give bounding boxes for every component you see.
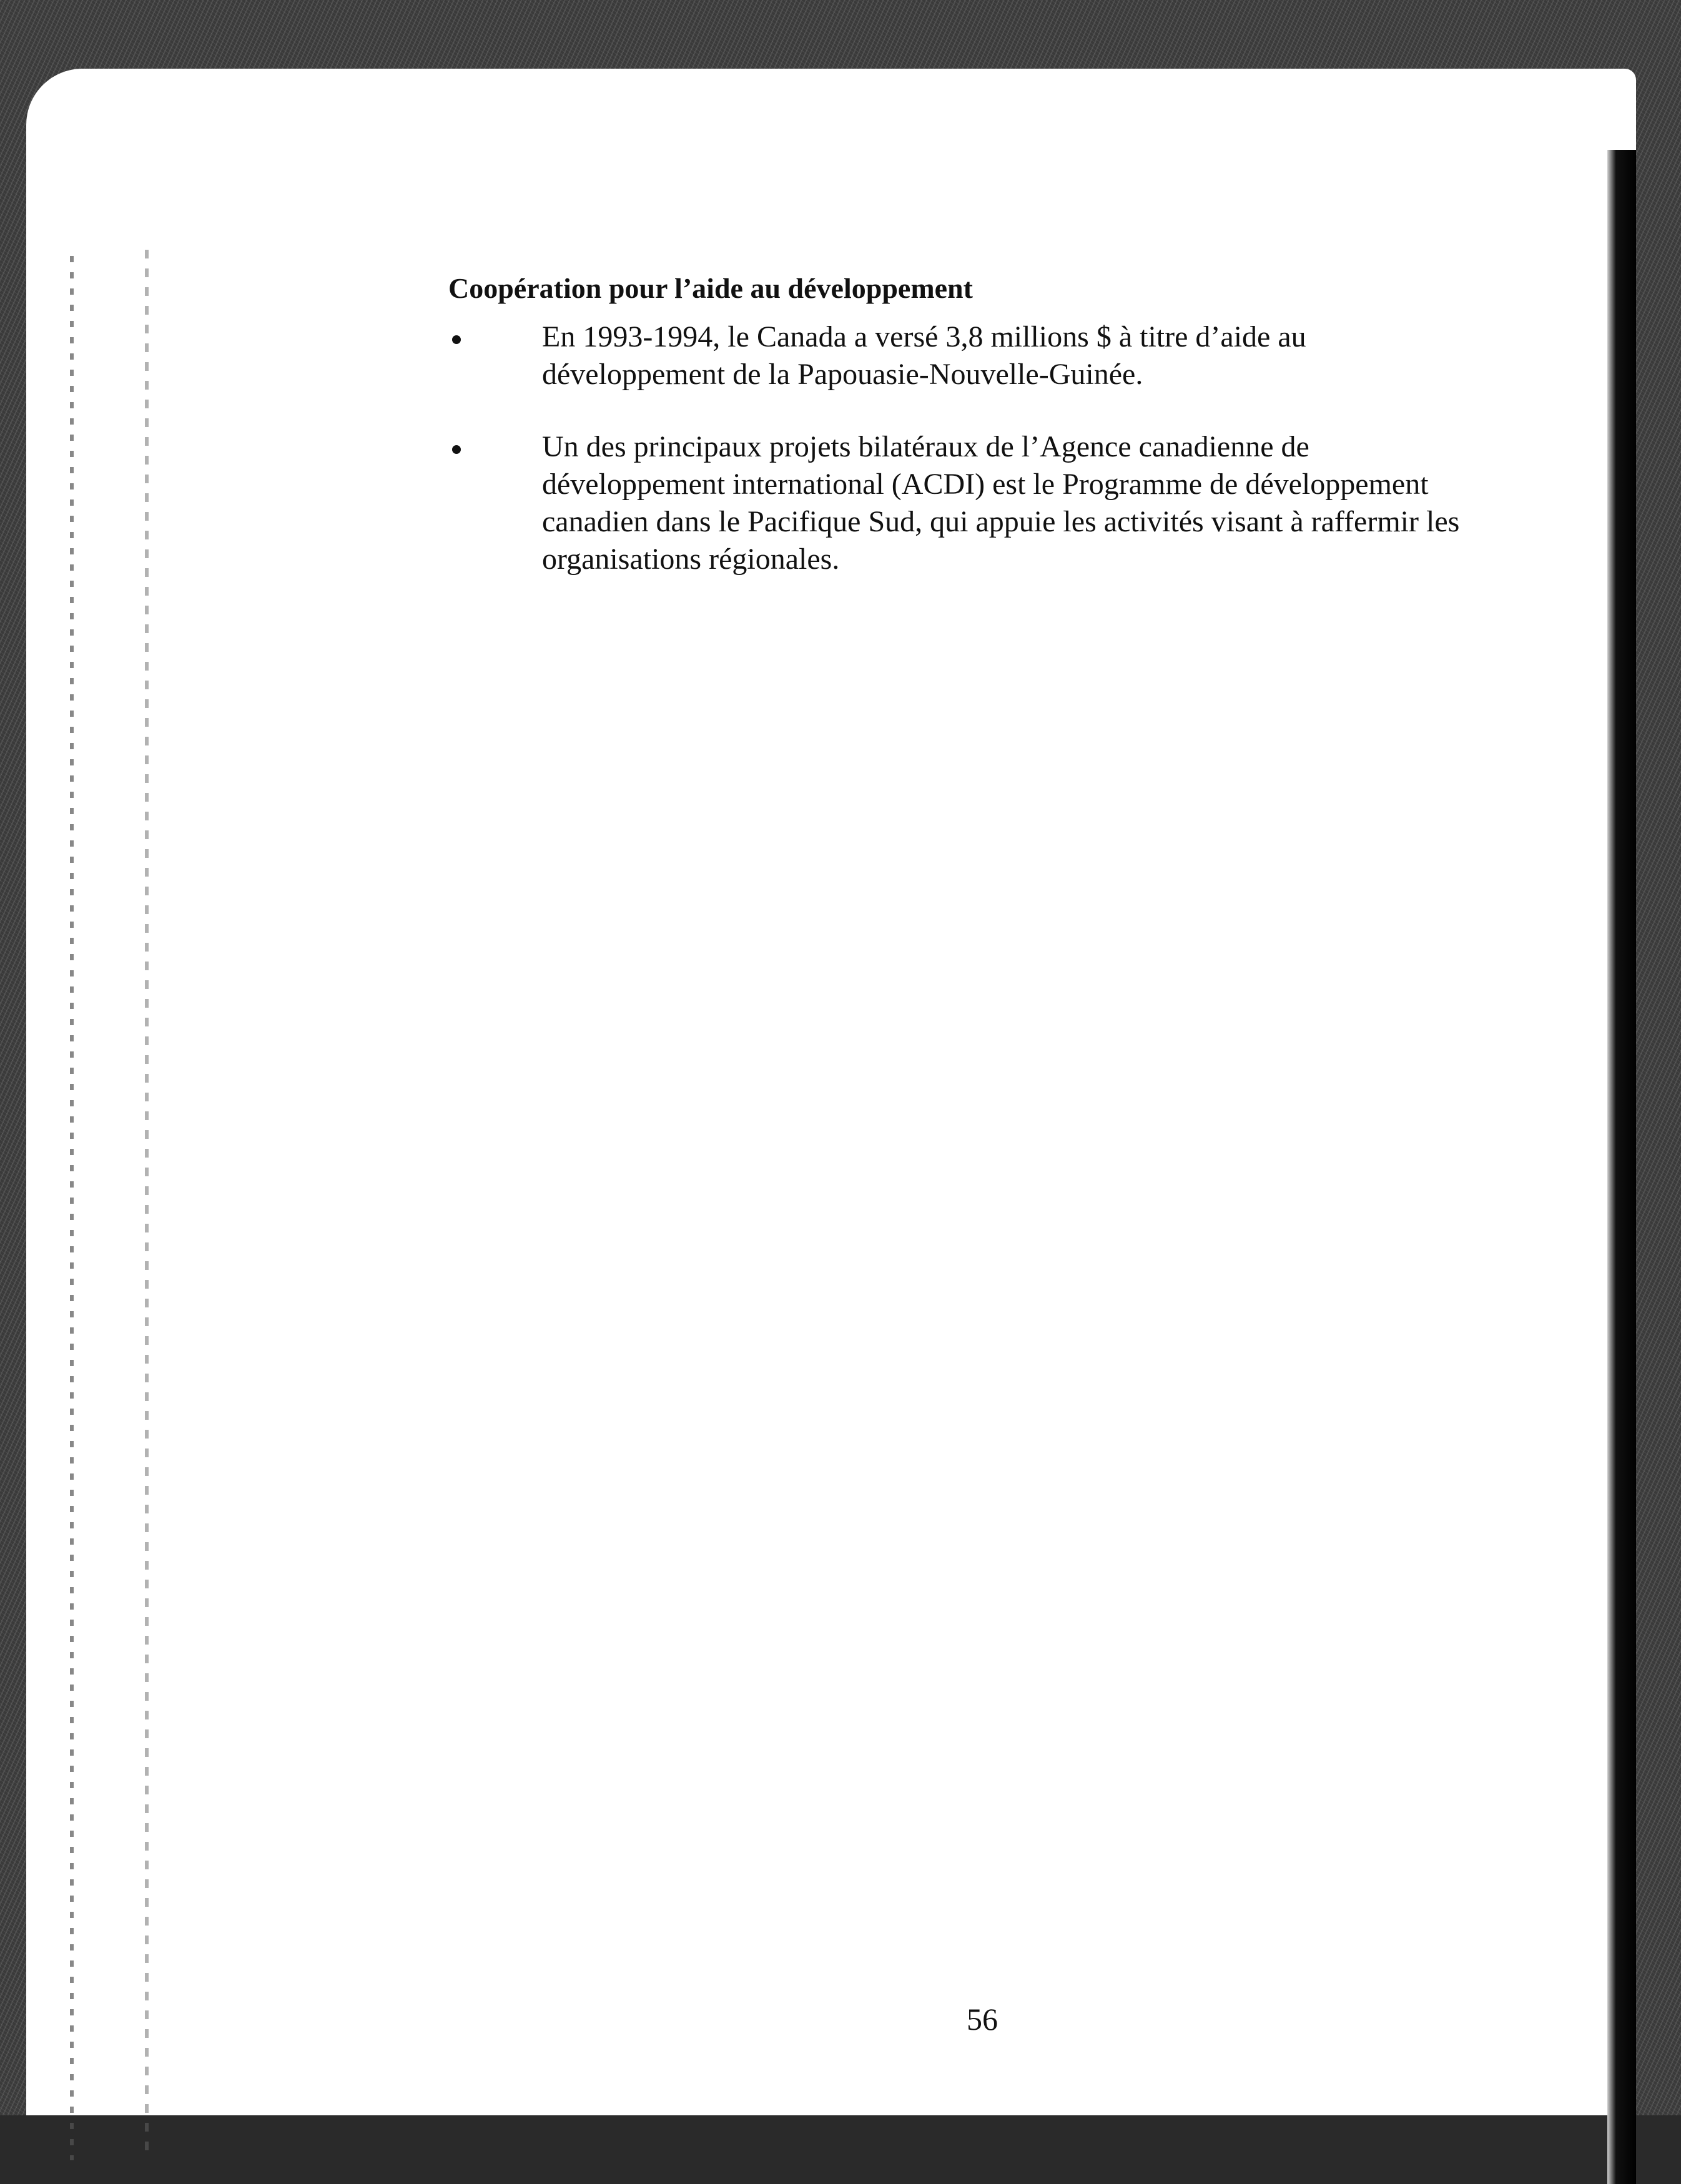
page-number: 56 <box>967 2002 998 2037</box>
left-margin-marks <box>70 256 74 2160</box>
section-heading: Coopération pour l’aide au développement <box>448 272 973 304</box>
list-item-text: En 1993-1994, le Canada a versé 3,8 millions $ à titre d’aide au développement de la Papouasie-Nouvelle-Guinée. <box>542 320 1306 391</box>
page-content <box>448 270 1510 613</box>
bullet-point-icon <box>452 335 461 344</box>
left-margin-marks-inner <box>145 250 149 2154</box>
list-item <box>448 318 1510 393</box>
list-item-text: Un des principaux projets bilatéraux de l’Agence canadienne de développement international (ACDI) est le Programme de développement canadien dans le Pacifique Sud, qui appuie les activités visant à raffermir les organisations régionales. <box>542 430 1460 576</box>
right-binding-edge <box>1607 150 1636 2184</box>
bullet-list <box>448 318 1510 578</box>
list-item <box>448 428 1510 578</box>
bullet-point-icon <box>452 445 461 454</box>
